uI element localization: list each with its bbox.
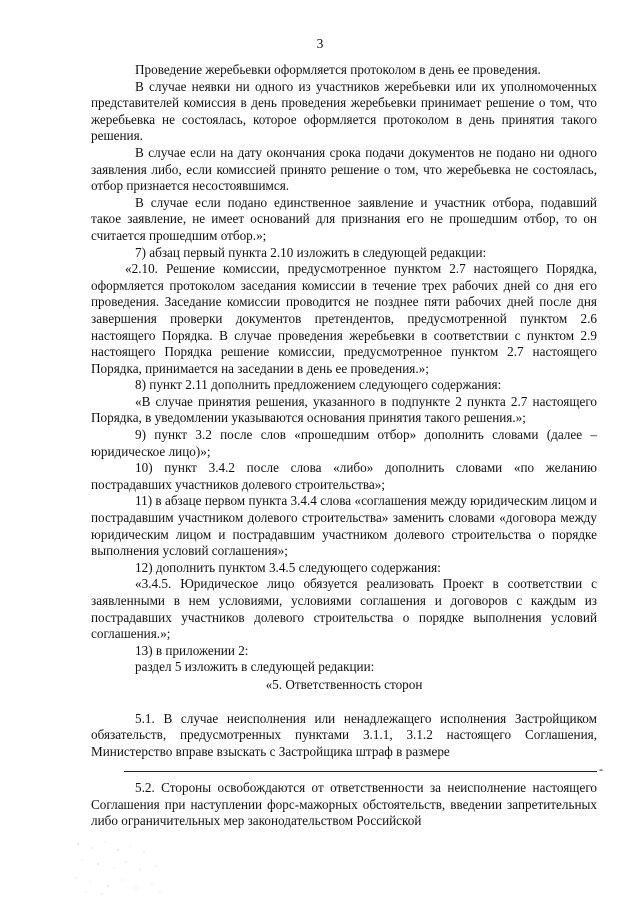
blank-fill-line <box>124 771 597 772</box>
paragraph-clause-3-4-5: «3.4.5. Юридическое лицо обязуется реализовать Проект в соответствии с заявленными в нем условиями, условиями соглашения и договоров с каждым из пострадавших участников долевого строительства о порядке выполнения условий соглашения.»; <box>91 576 597 642</box>
document-body <box>91 62 597 760</box>
document-body-lower <box>91 780 597 830</box>
paragraph-clause-5-2: 5.2. Стороны освобождаются от ответственности за неисполнение настоящего Соглашения при наступлении форс-мажорных обстоятельств, введении запретительных либо ограничительных мер законодательством Российской <box>91 780 597 829</box>
paragraph-clause-5-1: 5.1. В случае неисполнения или ненадлежащего исполнения Застройщиком обязательств, предусмотренных пунктами 3.1.1, 3.1.2 настоящего Соглашения, Министерство вправе взыскать с Застройщика штраф в размере <box>91 710 597 759</box>
paragraph-single-application: В случае если подано единственное заявление и участник отбора, подавший такое заявление, не имеет оснований для признания его не прошедшим отбор, то он считается прошедшим отбор.»; <box>91 194 597 243</box>
blank-line-mark: - <box>599 762 603 776</box>
paragraph-item-9: 9) пункт 3.2 после слов «прошедшим отбор» дополнить словами (далее – юридическое лицо)»; <box>91 427 597 459</box>
paragraph-item-8: 8) пункт 2.11 дополнить предложением следующего содержания: <box>135 377 502 393</box>
paragraph-item-7: 7) абзац первый пункта 2.10 изложить в следующей редакции: <box>135 244 487 260</box>
paragraph-section-5-intro: раздел 5 изложить в следующей редакции: <box>135 659 375 675</box>
paragraph-lottery-protocol: Проведение жеребьевки оформляется протоколом в день ее проведения. <box>135 62 541 77</box>
paragraph-item-11: 11) в абзаце первом пункта 3.4.4 слова «соглашения между юридическим лицом и пострадавшим участником долевого строительства» заменить словами «договора между юридическим лицом и пострадавшим участником долевого строительства о порядке выполнения условий соглашения»; <box>91 493 597 559</box>
paragraph-no-applications: В случае если на дату окончания срока подачи документов не подано ни одного заявления либо, если комиссией принято решение о том, что жеребьевка не состоялась, отбор признается несостоявшимся. <box>91 144 597 194</box>
paragraph-clause-2-10: «2.10. Решение комиссии, предусмотренное пунктом 2.7 настоящего Порядка, оформляется протоколом заседания комиссии в течение трех рабочих дней со дня его проведения. Заседание комиссии проводится не позднее пяти рабочих дней после дня завершения проверки документов претендентов, предусмотренной пунктом 2.6 настоящего Порядка. В случае проведения жеребьевки в соответствии с пунктом 2.9 настоящего Порядка решение комиссии, предусмотренное пунктом 2.7 настоящего Порядка, принимается на заседании в день ее проведения.»; <box>91 261 597 376</box>
paragraph-clause-2-11-addition: «В случае принятия решения, указанного в подпункте 2 пункта 2.7 настоящего Порядка, в уведомлении указываются основания принятия такого решения.»; <box>91 393 597 426</box>
section-heading-responsibility: «5. Ответственность сторон <box>265 676 423 692</box>
scan-artifact-dots <box>70 838 170 898</box>
paragraph-no-show: В случае неявки ни одного из участников жеребьевки или их уполномоченных представителей комиссия в день проведения жеребьевки принимает решение о том, что жеребьевка не состоялась, которое оформляется протоколом в день принятия такого решения. <box>91 78 597 144</box>
paragraph-item-10: 10) пункт 3.4.2 после слова «либо» дополнить словами «по желанию пострадавших участников долевого строительства»; <box>91 460 597 492</box>
paragraph-item-12: 12) дополнить пунктом 3.4.5 следующего содержания: <box>135 559 441 575</box>
page-number: 3 <box>316 36 324 51</box>
paragraph-item-13: 13) в приложении 2: <box>135 642 249 658</box>
